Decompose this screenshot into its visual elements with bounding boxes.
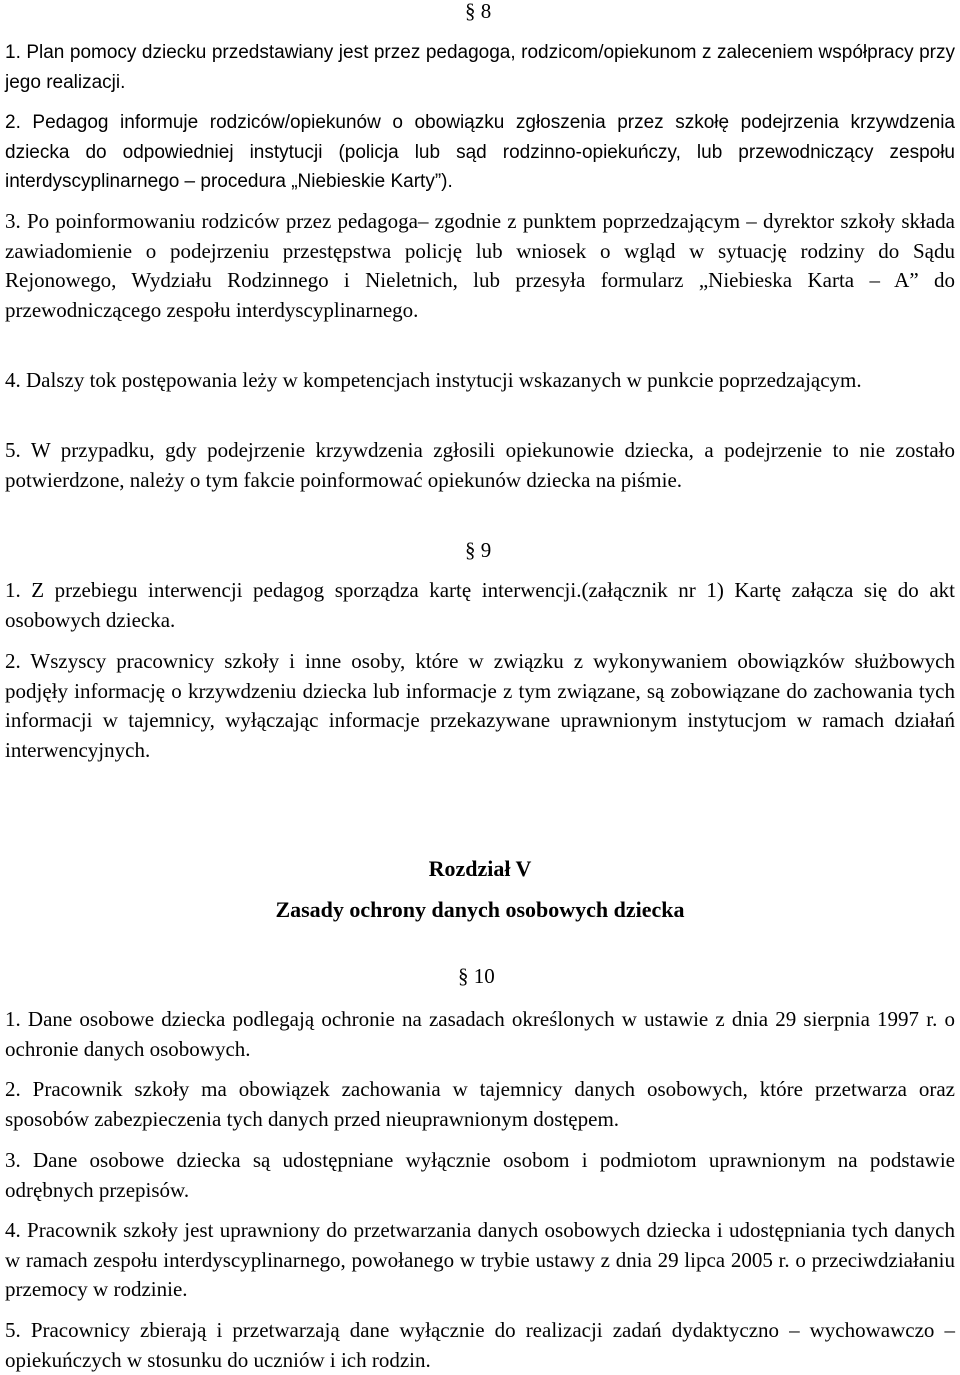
s9-paragraph-1 <box>5 576 955 635</box>
section-heading-10: § 10 <box>458 964 495 988</box>
s9-paragraph-2: 2. Wszyscy pracownicy szkoły i inne osoby, które w związku z wykonywaniem obowiązków służbowych podjęły informację o krzywdzeniu dziecka lub informacje z tym związane, są zobowiązane do zachowania tych informacji w tajemnicy, wyłączając informacje przekazywane uprawnionym instytucjom w ramach działań interwencyjnych. <box>5 649 955 762</box>
s10-paragraph-5: 5. Pracownicy zbierają i przetwarzają dane wyłącznie do realizacji zadań dydaktyczno – wychowawczo – opiekuńczych w stosunku do uczniów i ich rodzin. <box>5 1318 955 1372</box>
chapter-number: Rozdział V <box>428 856 532 881</box>
s8-paragraph-5: 5. W przypadku, gdy podejrzenie krzywdzenia zgłosili opiekunowie dziecka, a podejrzenie to nie zostało potwierdzone, należy o tym fakcie poinformować opiekunów dziecka na piśmie. <box>5 438 955 492</box>
s8-paragraph-1: 1. Plan pomocy dziecku przedstawiany jest przez pedagoga, rodzicom/opiekunom z zaleceniem współpracy przy jego realizacji. <box>5 42 955 93</box>
s10-paragraph-4: 4. Pracownik szkoły jest uprawniony do przetwarzania danych osobowych dziecka i udostępniania tych danych w ramach zespołu interdyscyplinarnego, powołanego w trybie ustawy z dnia 29 lipca 2005 r. o przeciwdziałaniu przemocy w rodzinie. <box>5 1218 955 1301</box>
s10-paragraph-1: 1. Dane osobowe dziecka podlegają ochronie na zasadach określonych w ustawie z dnia 29 sierpnia 1997 r. o ochronie danych osobowych. <box>5 1007 955 1061</box>
s8-paragraph-3: 3. Po poinformowaniu rodziców przez pedagoga– zgodnie z punktem poprzedzającym – dyrektor szkoły składa zawiadomienie o podejrzeniu przestępstwa policję lub wniosek o wgląd w sytuację rodziny do Sądu Rejonowego, Wydziału Rodzinnego i Nieletnich, lub przesyła formularz „Niebieska Karta – A” do przewodniczącego zespołu interdyscyplinarnego. <box>5 209 955 322</box>
s8-paragraph-2: 2. Pedagog informuje rodziców/opiekunów o obowiązku zgłoszenia przez szkołę podejrzenia krzywdzenia dziecka do odpowiedniej instytucji (policja lub sąd rodzinno-opiekuńczy, lub przewodniczący zespołu interdyscyplinarnego – procedura „Niebieskie Karty”). <box>5 112 955 192</box>
section-heading-8: § 8 <box>465 0 492 23</box>
s9-paragraph-1-attachment: (załącznik nr 1) Kartę załącza się do akt osobowych dziecka. <box>5 578 955 632</box>
s10-paragraph-2: 2. Pracownik szkoły ma obowiązek zachowania w tajemnicy danych osobowych, które przetwarza oraz sposobów zabezpieczenia tych danych przed nieuprawnionym dostępem. <box>5 1077 955 1131</box>
section-heading-9: § 9 <box>465 538 492 562</box>
s10-paragraph-3: 3. Dane osobowe dziecka są udostępniane wyłącznie osobom i podmiotom uprawnionym na podstawie odrębnych przepisów. <box>5 1148 955 1202</box>
s9-paragraph-1-main: 1. Z przebiegu interwencji pedagog sporządza kartę interwencji. <box>5 578 582 602</box>
s8-paragraph-4: 4. Dalszy tok postępowania leży w kompetencjach instytucji wskazanych w punkcie poprzedzającym. <box>5 368 862 392</box>
chapter-title: Zasady ochrony danych osobowych dziecka <box>275 897 685 922</box>
